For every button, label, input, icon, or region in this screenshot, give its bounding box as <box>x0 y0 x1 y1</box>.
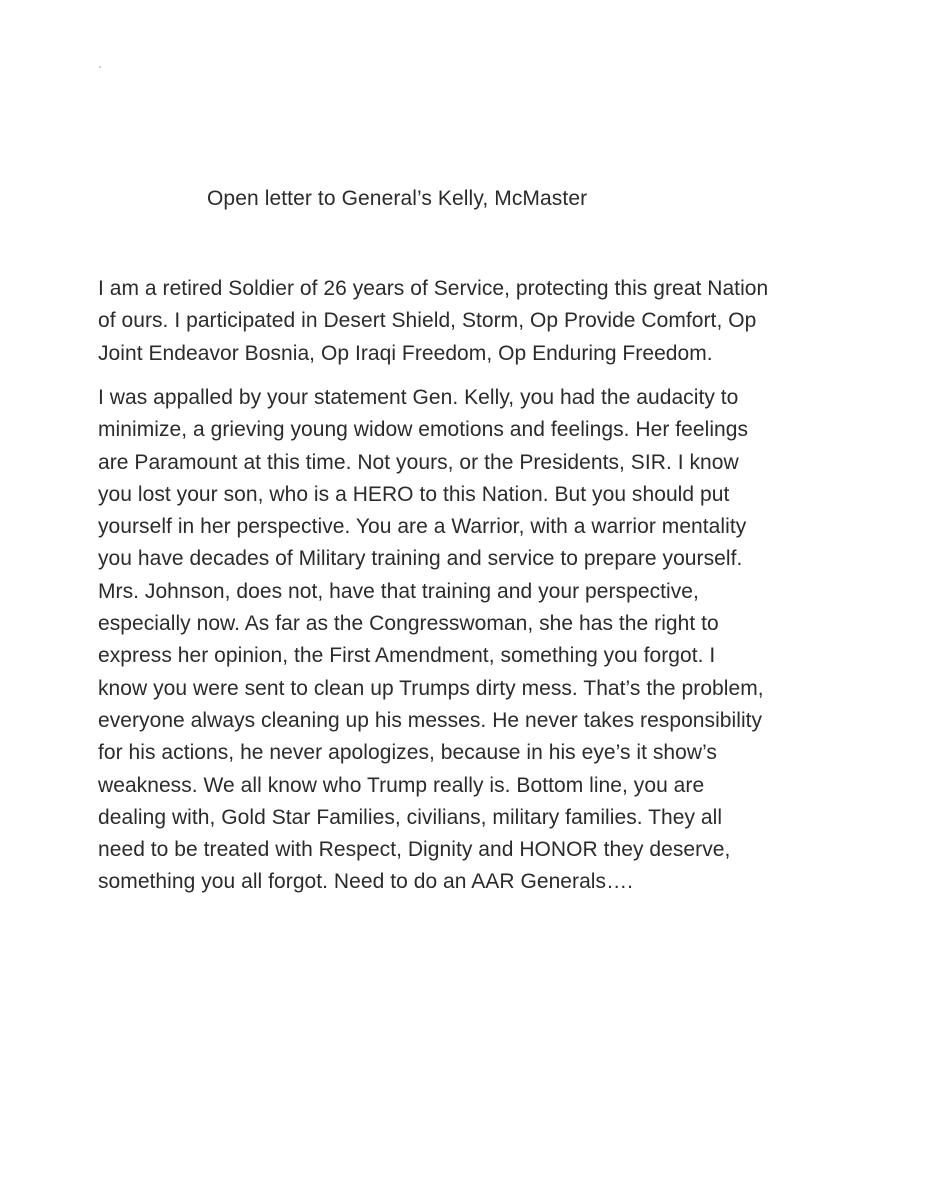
paragraph-service <box>98 273 838 370</box>
letter-title: Open letter to General’s Kelly, McMaster <box>207 187 588 210</box>
scan-speck <box>99 66 101 68</box>
paragraph-line: something you all forgot. Need to do an AAR Generals…. <box>98 870 634 894</box>
paragraph-line: everyone always cleaning up his messes. He never takes responsibility <box>98 708 763 732</box>
paragraph-line: Mrs. Johnson, does not, have that training and your perspective, <box>98 579 699 603</box>
paragraph-line: weakness. We all know who Trump really is. Bottom line, you are <box>98 773 705 797</box>
paragraph-line: I was appalled by your statement Gen. Kelly, you had the audacity to <box>98 386 739 409</box>
paragraph-line: minimize, a grieving young widow emotions and feelings. Her feelings <box>98 418 749 442</box>
paragraph-line: dealing with, Gold Star Families, civilians, military families. They all <box>98 805 723 829</box>
paragraph-line: for his actions, he never apologizes, because in his eye’s it show’s <box>98 741 717 765</box>
paragraph-line: of ours. I participated in Desert Shield, Storm, Op Provide Comfort, Op <box>98 309 757 333</box>
paragraph-line: you have decades of Military training and service to prepare yourself. <box>98 547 743 571</box>
paragraph-line: Joint Endeavor Bosnia, Op Iraqi Freedom, Op Enduring Freedom. <box>98 341 713 365</box>
paragraph-line: express her opinion, the First Amendment, something you forgot. I <box>98 644 716 668</box>
paragraph-line: I am a retired Soldier of 26 years of Service, protecting this great Nation <box>98 277 769 300</box>
paragraph-line: especially now. As far as the Congresswoman, she has the right to <box>98 612 719 636</box>
paragraph-line: yourself in her perspective. You are a Warrior, with a warrior mentality <box>98 515 747 539</box>
paragraph-statement <box>98 382 838 899</box>
paragraph-line: you lost your son, who is a HERO to this Nation. But you should put <box>98 482 730 506</box>
paragraph-line: need to be treated with Respect, Dignity and HONOR they deserve, <box>98 838 731 862</box>
paragraph-line: know you were sent to clean up Trumps dirty mess. That’s the problem, <box>98 676 764 700</box>
paragraph-line: are Paramount at this time. Not yours, or the Presidents, SIR. I know <box>98 450 739 474</box>
